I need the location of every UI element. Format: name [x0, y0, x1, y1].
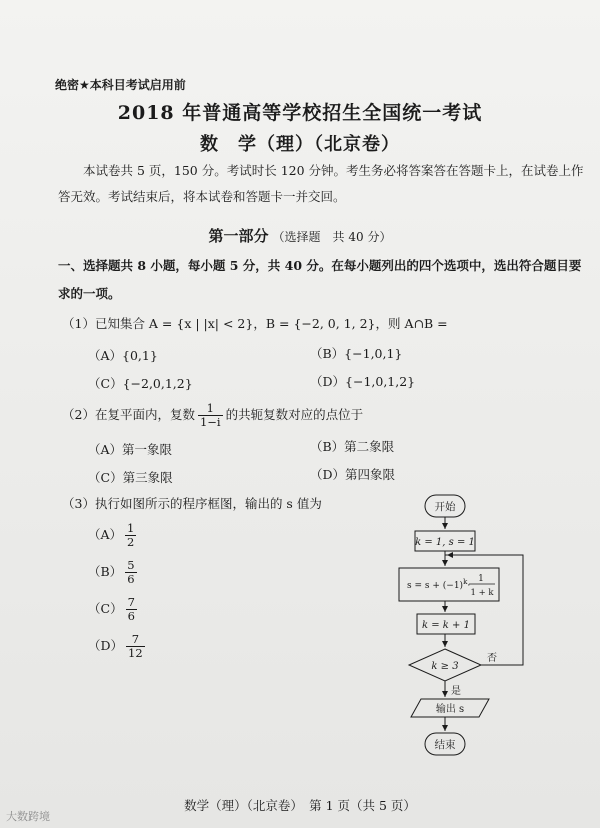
part-note: （选择题 共 40 分） [272, 230, 392, 244]
page-footer: 数学（理）（北京卷） 第 1 页（共 5 页） [184, 798, 416, 813]
question-2-option-b: （B）第二象限 [310, 439, 395, 454]
assign-exponent: k [463, 578, 468, 586]
flowchart-assign-text [407, 578, 470, 591]
option-label: （C） [88, 601, 123, 616]
fraction-denominator: 6 [127, 609, 135, 623]
assign-fraction-denominator: 1 + k [470, 588, 494, 598]
question-3-stem: （3）执行如图所示的程序框图，输出的 s 值为 [62, 496, 322, 511]
exam-instructions: 本试卷共 5 页，150 分。考试时长 120 分钟。考生务必将答案答在答题卡上，在试卷上作答无效。考试结束后，将本试卷和答题卡一并交回。 [58, 163, 584, 204]
option-fraction [126, 596, 137, 623]
flowchart-no-label: 否 [487, 653, 497, 664]
option-label: （A） [88, 527, 123, 542]
fraction-numerator: 1 [206, 401, 214, 415]
question-2-stem [62, 402, 363, 429]
question-2-option-a: （A）第一象限 [88, 442, 173, 457]
question-1-option-b: （B）{−1,0,1} [310, 346, 403, 361]
question-1-option-c: （C）{−2,0,1,2} [88, 376, 193, 391]
question-3-option-c [88, 596, 140, 623]
option-label: （D） [88, 638, 124, 653]
assign-fraction-numerator: 1 [478, 574, 484, 584]
question-3-option-b [88, 559, 140, 586]
fraction-numerator: 7 [127, 595, 135, 609]
fraction-denominator: 1−i [199, 415, 221, 429]
question-2-fraction [198, 402, 223, 429]
question-2-stem-after: 的共轭复数对应的点位于 [225, 407, 364, 422]
part-title: 第一部分 [208, 227, 269, 245]
option-fraction [125, 559, 136, 586]
question-1-option-a: （A）{0,1} [88, 348, 158, 363]
flowchart-start-text: 开始 [434, 501, 456, 513]
assign-dot: · [467, 581, 471, 591]
flowchart-condition-text: k ≥ 3 [431, 661, 459, 672]
question-3-option-a [88, 522, 139, 549]
fraction-denominator: 12 [128, 646, 143, 660]
exam-title: 2018 年普通高等学校招生全国统一考试 [117, 102, 483, 124]
question-2-option-c: （C）第三象限 [88, 470, 173, 485]
fraction-numerator: 7 [131, 632, 140, 646]
fraction-numerator: 1 [127, 521, 135, 535]
program-flowchart [385, 485, 545, 765]
fraction-denominator: 6 [127, 572, 135, 586]
question-2-stem-before: （2）在复平面内，复数 [62, 407, 195, 422]
exam-subtitle: 数 学（理）（北京卷） [200, 134, 400, 155]
option-fraction [125, 522, 136, 549]
section-instruction: 一、选择题共 8 小题，每小题 5 分，共 40 分。在每小题列出的四个选项中，选出符合题目要求的一项。 [58, 258, 582, 301]
assign-prefix: s = s + (−1) [407, 581, 464, 591]
flowchart-yes-label: 是 [451, 686, 461, 697]
confidential-label: 绝密★本科目考试启用前 [55, 78, 186, 92]
flowchart-init-text: k = 1, s = 1 [415, 537, 475, 548]
fraction-denominator: 2 [127, 535, 135, 549]
flowchart-end-text: 结束 [434, 739, 456, 751]
watermark-text: 大数跨境 [6, 810, 50, 823]
flowchart-increment-text: k = k + 1 [422, 620, 470, 631]
question-2-option-d: （D）第四象限 [310, 467, 396, 482]
question-1-option-d: （D）{−1,0,1,2} [310, 374, 416, 389]
flowchart-output-text: 输出 s [435, 704, 465, 715]
option-label: （B） [88, 564, 123, 579]
flow-loop-line [445, 555, 523, 665]
question-1-stem: （1）已知集合 A = {x | |x| < 2}，B = {−2, 0, 1, 2}，则 A∩B = [62, 316, 448, 331]
fraction-numerator: 5 [127, 558, 135, 572]
question-3-option-d [88, 633, 148, 660]
option-fraction [126, 633, 145, 660]
part-heading [0, 225, 600, 246]
